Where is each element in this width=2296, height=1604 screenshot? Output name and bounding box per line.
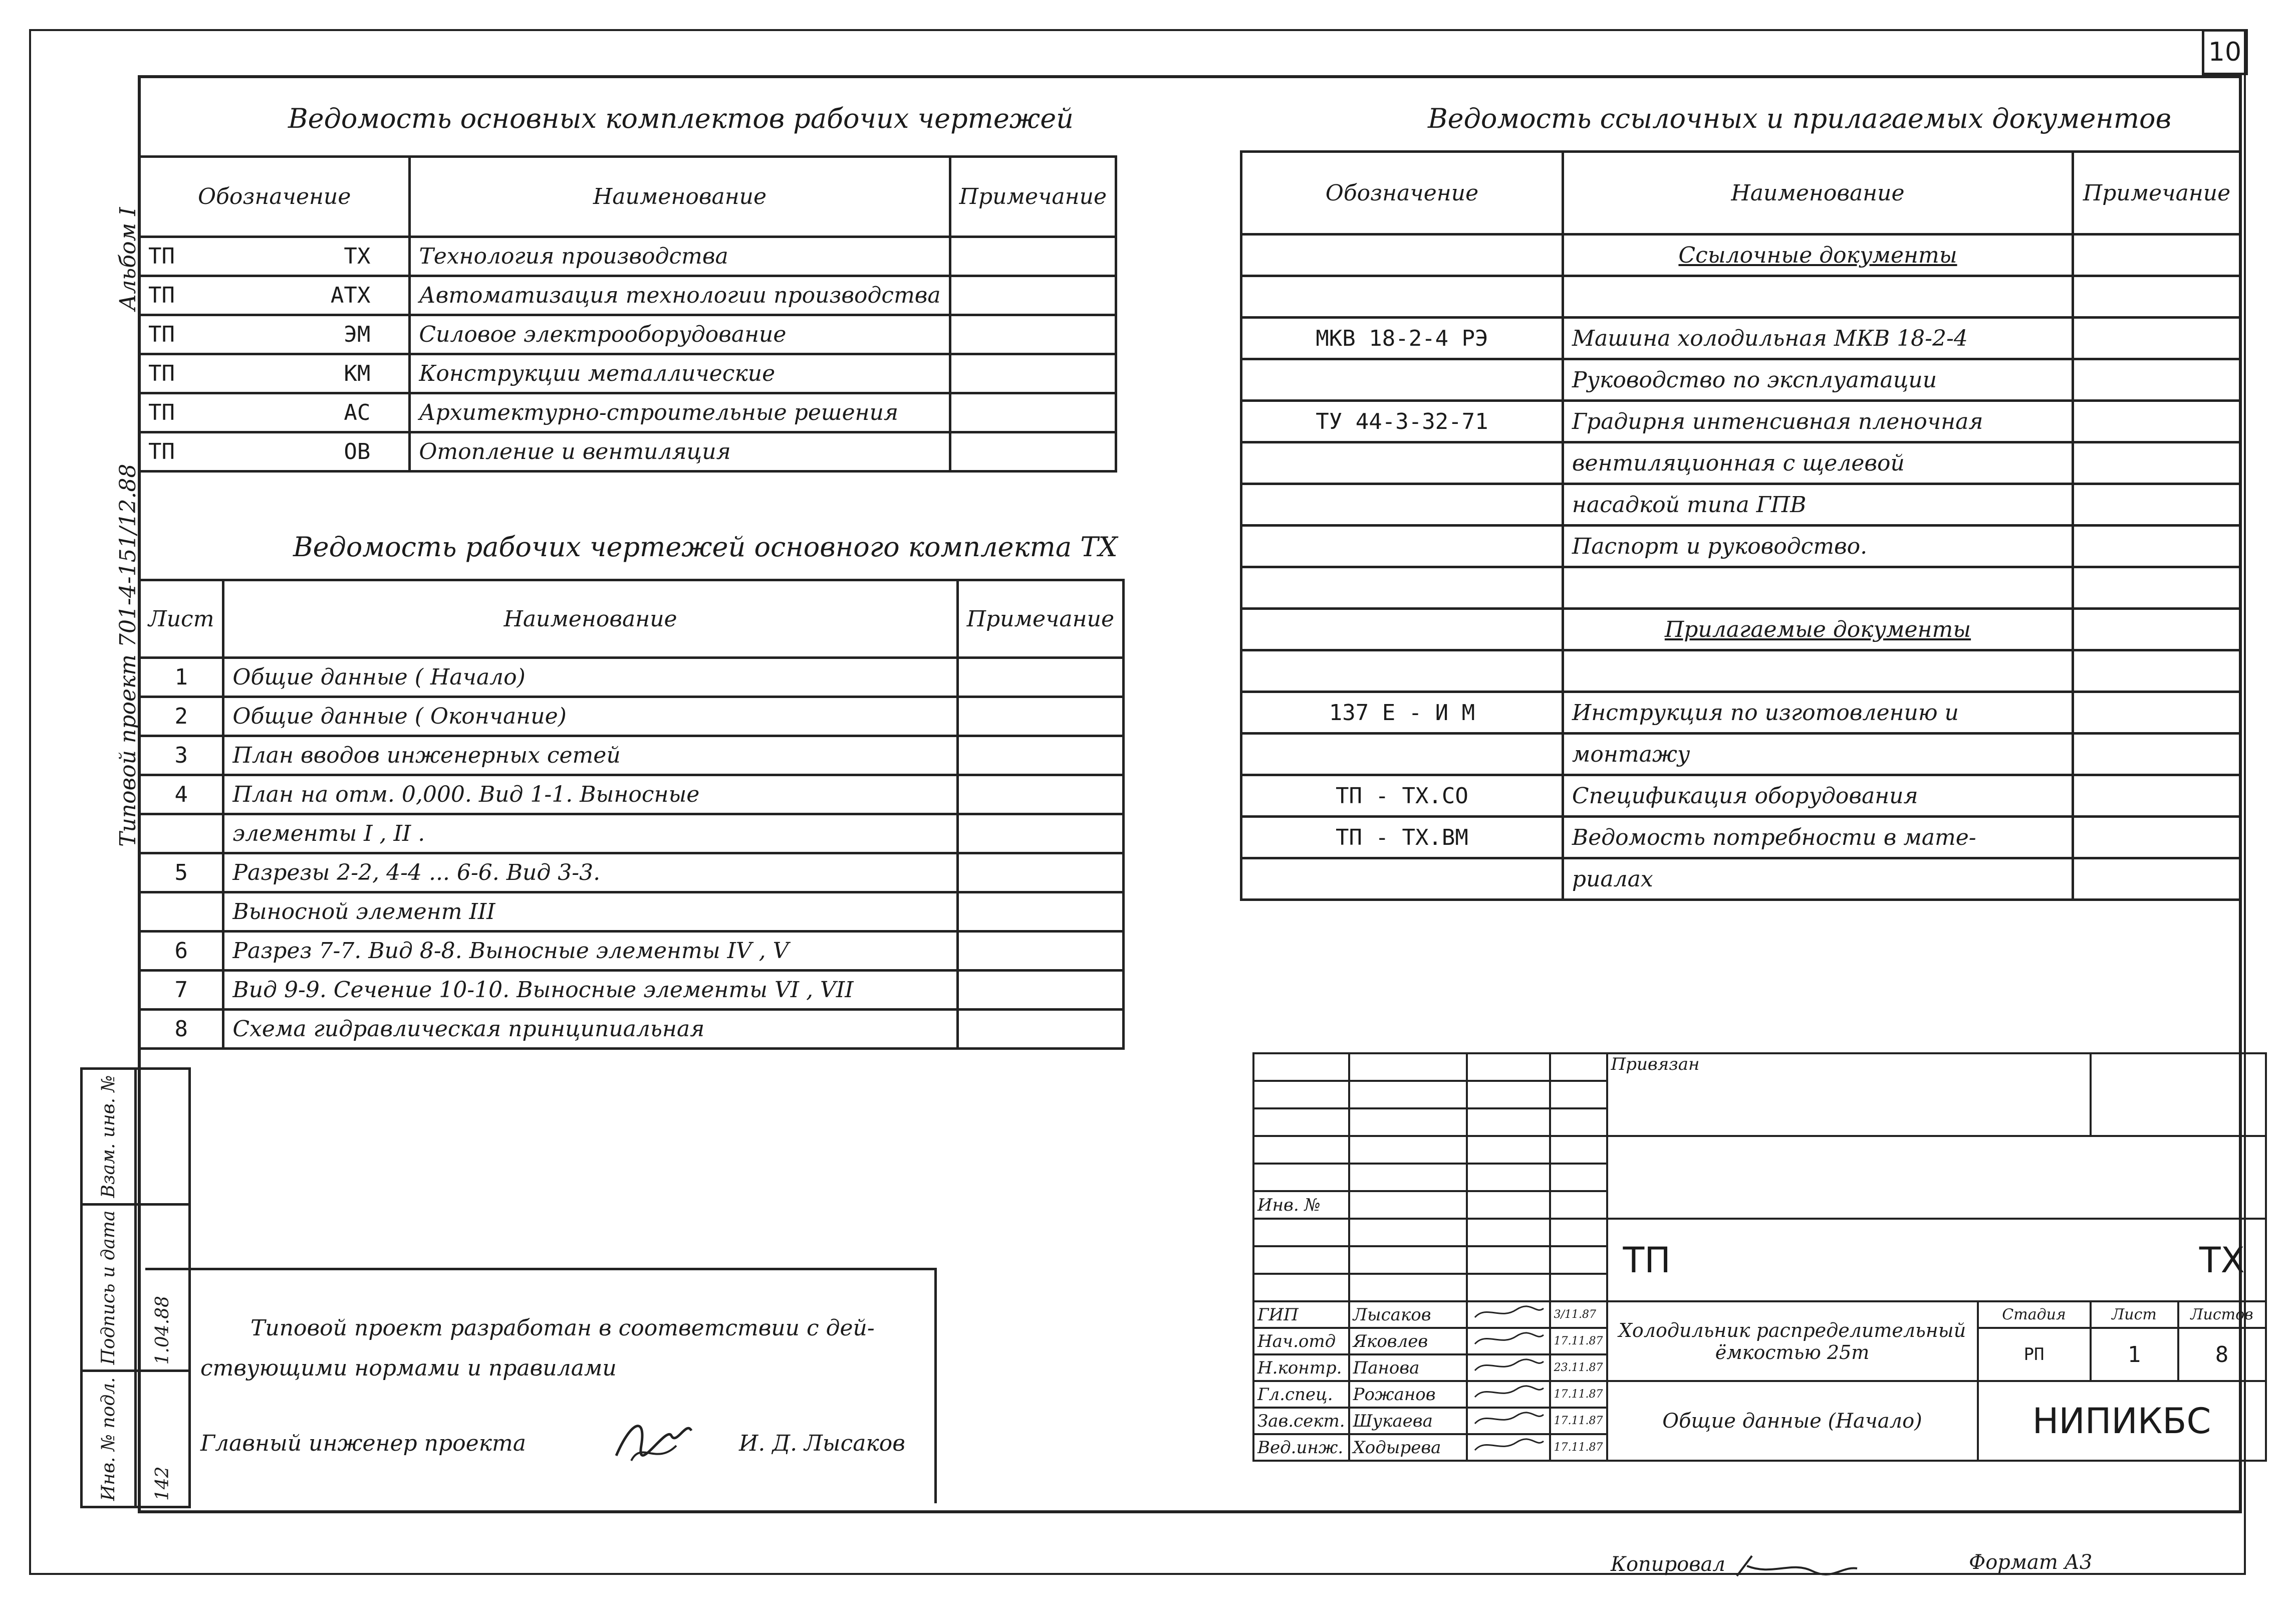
code-b: КМ — [344, 361, 371, 386]
table-row — [139, 354, 1116, 393]
row-code: ТУ 44-3-32-71 — [1241, 401, 1563, 442]
code-a: ТП — [148, 283, 175, 308]
row-note — [2073, 235, 2241, 276]
row-name: риалах — [1563, 858, 2073, 900]
col-header: Лист — [139, 580, 223, 658]
staff-name: Панова — [1349, 1354, 1467, 1381]
table-row — [139, 393, 1116, 432]
col-header: Примечание — [957, 580, 1123, 658]
row-note — [2073, 734, 2241, 775]
table-row — [1241, 650, 2241, 692]
inv-orig-label: Инв. № подл. — [82, 1371, 136, 1507]
staff-date: 3/11.87 — [1550, 1301, 1607, 1328]
row-name: Разрезы 2-2, 4-4 ... 6-6. Вид 3-3. — [223, 853, 957, 892]
row-name: монтажу — [1563, 734, 2073, 775]
table-row — [1241, 235, 2241, 276]
title-block — [1252, 1052, 2267, 1462]
table-row — [139, 971, 1124, 1010]
row-name: Схема гидравлическая принципиальная — [223, 1010, 957, 1049]
replaced-label: Взам. инв. № — [82, 1069, 136, 1204]
row-note — [2073, 401, 2241, 442]
row-name: Паспорт и руководство. — [1563, 526, 2073, 567]
row-sheet — [139, 814, 223, 853]
row-note — [950, 393, 1116, 432]
code-b: АС — [344, 400, 371, 425]
table-row — [139, 892, 1124, 932]
row-name: Вид 9-9. Сечение 10-10. Выносные элементы VI , VII — [223, 971, 957, 1010]
table-row — [1241, 567, 2241, 609]
table-row — [1241, 858, 2241, 900]
row-note — [2073, 775, 2241, 817]
staff-signature — [1467, 1328, 1550, 1354]
code-a: ТП — [148, 244, 175, 269]
table-row — [1241, 276, 2241, 318]
row-note — [2073, 484, 2241, 526]
staff-signature — [1467, 1434, 1550, 1461]
table-row — [1241, 484, 2241, 526]
row-sheet: 6 — [139, 932, 223, 971]
chief-engineer-label: Главный инженер проекта — [200, 1431, 526, 1456]
col-header: Примечание — [2073, 152, 2241, 235]
refs-table — [1240, 150, 2242, 901]
row-name: Градирня интенсивная пленочная — [1563, 401, 2073, 442]
row-note — [950, 276, 1116, 315]
row-name: вентиляционная с щелевой — [1563, 442, 2073, 484]
row-name: Конструкции металлические — [410, 354, 950, 393]
signature-icon — [1471, 1435, 1546, 1455]
sets-table — [138, 155, 1117, 473]
table-row — [139, 932, 1124, 971]
staff-role: Гл.спец. — [1253, 1381, 1349, 1408]
sheet-label: Лист — [2091, 1301, 2178, 1328]
chief-engineer-name: И. Д. Лысаков — [739, 1431, 905, 1456]
sign-date-value: 1.04.88 — [136, 1204, 190, 1371]
table-row — [1241, 401, 2241, 442]
table-row — [1241, 609, 2241, 650]
copied-text: Копировал — [1611, 1553, 1725, 1576]
copied-label — [1611, 1551, 1862, 1581]
row-code — [139, 276, 410, 315]
row-code — [1241, 526, 1563, 567]
staff-role: Вед.инж. — [1253, 1434, 1349, 1461]
row-code — [139, 315, 410, 354]
row-name — [1563, 650, 2073, 692]
section-heading: Ссылочные документы — [1563, 235, 2073, 276]
row-sheet: 3 — [139, 736, 223, 775]
staff-date: 17.11.87 — [1550, 1328, 1607, 1354]
row-code — [1241, 734, 1563, 775]
code-a: ТП — [148, 400, 175, 425]
section-heading: Прилагаемые документы — [1563, 609, 2073, 650]
inv-label: Инв. № — [1253, 1191, 1349, 1219]
staff-role: Нач.отд — [1253, 1328, 1349, 1354]
signature-icon — [611, 1411, 696, 1471]
staff-date: 17.11.87 — [1550, 1408, 1607, 1434]
signature-icon — [1471, 1355, 1546, 1376]
staff-name: Рожанов — [1349, 1381, 1467, 1408]
row-note — [2073, 567, 2241, 609]
row-name: Технология производства — [410, 237, 950, 276]
table-row — [1241, 775, 2241, 817]
row-sheet: 1 — [139, 658, 223, 697]
row-note — [2073, 692, 2241, 734]
row-code — [1241, 650, 1563, 692]
row-note — [2073, 526, 2241, 567]
row-code: ТП - ТХ.СО — [1241, 775, 1563, 817]
album-label: Альбом I — [115, 207, 141, 311]
row-code — [1241, 484, 1563, 526]
row-name: Отопление и вентиляция — [410, 432, 950, 472]
row-note — [2073, 817, 2241, 858]
staff-signature — [1467, 1301, 1550, 1328]
code-right: ТХ — [2199, 1240, 2245, 1281]
drawings-table — [138, 579, 1125, 1050]
staff-role: Н.контр. — [1253, 1354, 1349, 1381]
row-name: Спецификация оборудования — [1563, 775, 2073, 817]
inv-orig-value: 142 — [136, 1371, 190, 1507]
sheets-value: 8 — [2178, 1328, 2266, 1381]
row-note — [957, 853, 1123, 892]
table-row — [1241, 734, 2241, 775]
project-label: Типовой проект 701-4-151/12.88 — [115, 464, 141, 847]
row-code — [139, 354, 410, 393]
col-header: Наименование — [223, 580, 957, 658]
row-note — [950, 237, 1116, 276]
row-name — [1563, 276, 2073, 318]
col-header: Наименование — [410, 157, 950, 237]
row-note — [950, 315, 1116, 354]
table-row — [139, 276, 1116, 315]
col-header: Обозначение — [139, 157, 410, 237]
row-code — [1241, 359, 1563, 401]
staff-date: 17.11.87 — [1550, 1434, 1607, 1461]
replaced-value — [136, 1069, 190, 1204]
row-code — [139, 237, 410, 276]
table-row — [1241, 817, 2241, 858]
code-left: ТП — [1623, 1240, 1671, 1281]
drawings-table-title: Ведомость рабочих чертежей основного комплекта ТХ — [293, 531, 1118, 563]
staff-name: Яковлев — [1349, 1328, 1467, 1354]
row-name: Выносной элемент III — [223, 892, 957, 932]
row-name — [1563, 567, 2073, 609]
row-name: Автоматизация технологии производства — [410, 276, 950, 315]
table-row — [139, 237, 1116, 276]
row-name: элементы I , II . — [223, 814, 957, 853]
table-row — [1241, 526, 2241, 567]
staff-name: Лысаков — [1349, 1301, 1467, 1328]
row-note — [2073, 318, 2241, 359]
row-sheet: 4 — [139, 775, 223, 814]
staff-row — [1253, 1301, 2266, 1328]
row-name: Инструкция по изготовлению и — [1563, 692, 2073, 734]
signature-icon — [1471, 1409, 1546, 1429]
row-note — [2073, 276, 2241, 318]
code-b: АТХ — [330, 283, 371, 308]
row-note — [2073, 650, 2241, 692]
code-b: ЭМ — [344, 322, 371, 347]
table-row — [139, 775, 1124, 814]
row-sheet: 8 — [139, 1010, 223, 1049]
table-row — [1241, 359, 2241, 401]
table-row — [139, 315, 1116, 354]
code-a: ТП — [148, 361, 175, 386]
code-a: ТП — [148, 322, 175, 347]
sheets-label: Листов — [2178, 1301, 2266, 1328]
note-line-2: ствующими нормами и правилами — [200, 1355, 617, 1381]
table-row — [1241, 442, 2241, 484]
row-note — [957, 814, 1123, 853]
format-label: Формат А3 — [1969, 1551, 2093, 1574]
stage-label: Стадия — [1978, 1301, 2091, 1328]
row-note — [957, 1010, 1123, 1049]
staff-name: Ходырева — [1349, 1434, 1467, 1461]
code-b: ОВ — [344, 439, 371, 465]
row-name: Разрез 7-7. Вид 8-8. Выносные элементы IV , V — [223, 932, 957, 971]
sheet-number: 10 — [2202, 29, 2248, 75]
row-name: План на отм. 0,000. Вид 1-1. Выносные — [223, 775, 957, 814]
row-note — [957, 697, 1123, 736]
row-code — [139, 432, 410, 472]
row-code — [1241, 235, 1563, 276]
table-row — [1241, 692, 2241, 734]
row-note — [2073, 858, 2241, 900]
staff-signature — [1467, 1354, 1550, 1381]
table-row — [139, 1010, 1124, 1049]
row-note — [957, 971, 1123, 1010]
col-header: Обозначение — [1241, 152, 1563, 235]
row-note — [957, 892, 1123, 932]
row-code: 137 Е - И М — [1241, 692, 1563, 734]
row-note — [950, 354, 1116, 393]
row-name: Силовое электрооборудование — [410, 315, 950, 354]
table-row — [139, 814, 1124, 853]
code-b: ТХ — [344, 244, 371, 269]
refs-table-title: Ведомость ссылочных и прилагаемых документов — [1428, 103, 2171, 134]
row-note — [2073, 359, 2241, 401]
row-note — [957, 736, 1123, 775]
row-code — [1241, 858, 1563, 900]
staff-role: ГИП — [1253, 1301, 1349, 1328]
signature-icon — [1471, 1302, 1546, 1322]
document-name: Общие данные (Начало) — [1607, 1381, 1978, 1461]
signature-icon — [1471, 1329, 1546, 1349]
table-row — [1241, 318, 2241, 359]
row-sheet — [139, 892, 223, 932]
row-name: План вводов инженерных сетей — [223, 736, 957, 775]
staff-row — [1253, 1381, 2266, 1408]
sets-table-title: Ведомость основных комплектов рабочих чертежей — [288, 103, 1074, 134]
sheet-value: 1 — [2091, 1328, 2178, 1381]
row-code — [1241, 276, 1563, 318]
row-name: Руководство по эксплуатации — [1563, 359, 2073, 401]
row-note — [950, 432, 1116, 472]
table-row — [139, 432, 1116, 472]
row-name: Ведомость потребности в мате- — [1563, 817, 2073, 858]
row-code: МКВ 18-2-4 РЭ — [1241, 318, 1563, 359]
staff-signature — [1467, 1381, 1550, 1408]
bound-label: Привязан — [1607, 1053, 2091, 1136]
staff-role: Зав.сект. — [1253, 1408, 1349, 1434]
row-name: Архитектурно-строительные решения — [410, 393, 950, 432]
note-line-1: Типовой проект разработан в соответствии с дей- — [250, 1315, 875, 1341]
table-row — [139, 658, 1124, 697]
note-box — [145, 1268, 937, 1503]
row-note — [2073, 442, 2241, 484]
signature-icon — [1471, 1382, 1546, 1402]
signature-icon — [1732, 1551, 1862, 1581]
row-note — [2073, 609, 2241, 650]
row-note — [957, 658, 1123, 697]
row-name: Машина холодильная МКВ 18-2-4 — [1563, 318, 2073, 359]
row-sheet: 5 — [139, 853, 223, 892]
row-code — [1241, 609, 1563, 650]
code-a: ТП — [148, 439, 175, 465]
col-header: Примечание — [950, 157, 1116, 237]
row-code: ТП - ТХ.ВМ — [1241, 817, 1563, 858]
col-header: Наименование — [1563, 152, 2073, 235]
row-name: Общие данные ( Окончание) — [223, 697, 957, 736]
row-sheet: 7 — [139, 971, 223, 1010]
row-code — [139, 393, 410, 432]
row-note — [957, 775, 1123, 814]
table-row — [139, 736, 1124, 775]
staff-signature — [1467, 1408, 1550, 1434]
staff-date: 17.11.87 — [1550, 1381, 1607, 1408]
sign-date-label: Подпись и дата — [82, 1204, 136, 1371]
row-name: Общие данные ( Начало) — [223, 658, 957, 697]
object-name: Холодильник распределительный ёмкостью 25т — [1607, 1301, 1978, 1381]
row-note — [957, 932, 1123, 971]
row-sheet: 2 — [139, 697, 223, 736]
table-row — [139, 853, 1124, 892]
row-code — [1241, 442, 1563, 484]
row-code — [1241, 567, 1563, 609]
staff-name: Шукаева — [1349, 1408, 1467, 1434]
organization: НИПИКБС — [1978, 1381, 2266, 1461]
table-row — [139, 697, 1124, 736]
stage-value: РП — [1978, 1328, 2091, 1381]
row-name: насадкой типа ГПВ — [1563, 484, 2073, 526]
staff-date: 23.11.87 — [1550, 1354, 1607, 1381]
